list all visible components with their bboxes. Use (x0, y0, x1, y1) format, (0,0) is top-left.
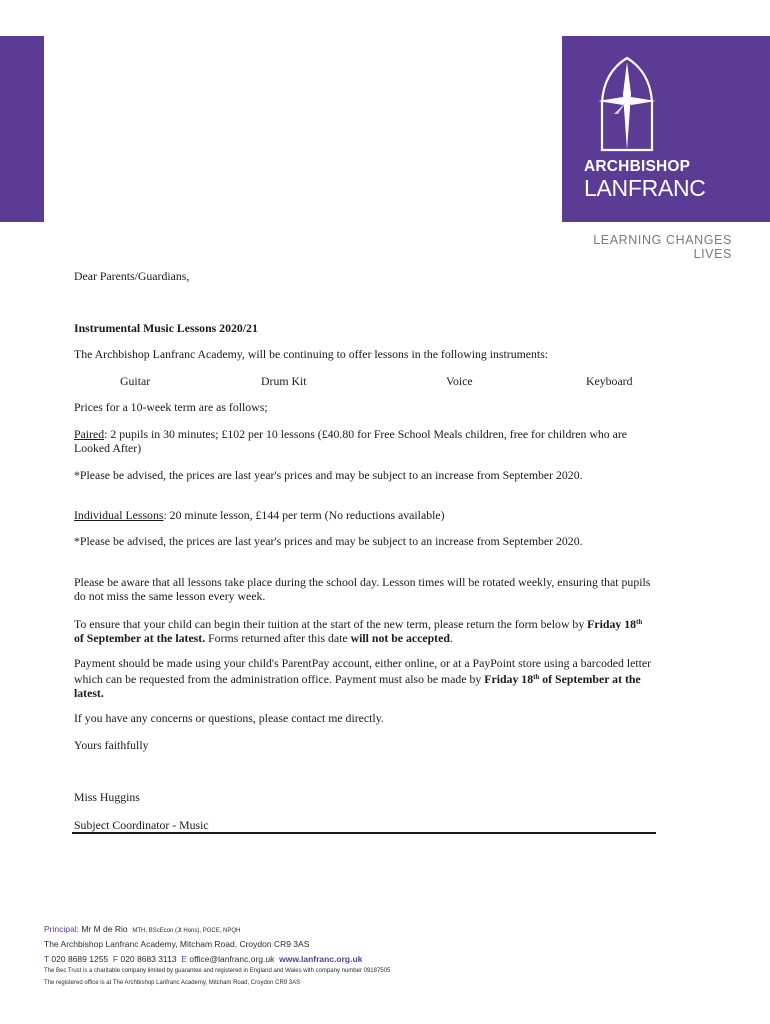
paired-label: Paired (74, 427, 105, 441)
instrument-list (74, 374, 654, 388)
sign-off: Yours faithfully (74, 738, 149, 752)
greeting: Dear Parents/Guardians, (74, 269, 190, 283)
school-logo (562, 36, 770, 222)
phone-label: T (44, 954, 50, 964)
footer-address: The Archbishop Lanfranc Academy, Mitcham Road, Croydon CR9 3AS (44, 939, 310, 949)
fax-label: F (112, 954, 119, 964)
website-link[interactable]: www.lanfranc.org.uk (279, 954, 363, 964)
paired-paragraph (74, 427, 654, 455)
logo-text-archbishop: ARCHBISHOP (584, 158, 691, 175)
form-text: To ensure that your child can begin their tuition at the start of the new term, please return the form below by (74, 617, 588, 631)
payment-deadline-sup: th (533, 673, 540, 681)
form-text-2: Forms returned after this date (205, 631, 351, 645)
concerns-paragraph: If you have any concerns or questions, please contact me directly. (74, 711, 384, 725)
prices-intro: Prices for a 10-week term are as follows; (74, 400, 268, 414)
paired-text: : 2 pupils in 30 minutes; £102 per 10 lessons (£40.80 for Free School Meals children, free for children who are Looked After) (74, 427, 628, 455)
form-text-3: . (449, 631, 453, 645)
individual-paragraph (74, 508, 654, 522)
individual-text: : 20 minute lesson, £144 per term (No reductions available) (163, 508, 445, 522)
principal-label: Principal (44, 924, 77, 934)
instrument-drum-kit: Drum Kit (261, 374, 307, 388)
form-deadline-rest: of September at the latest. (74, 631, 206, 645)
principal-name: : Mr M de Rio (76, 924, 128, 934)
tagline: LEARNING CHANGES LIVES (593, 233, 732, 261)
form-not-accepted: will not be accepted (350, 631, 450, 645)
payment-deadline-rest: of September at the latest. (74, 672, 641, 700)
instrument-guitar: Guitar (120, 374, 151, 388)
form-deadline-day: Friday 18 (587, 617, 636, 631)
email-link[interactable]: office@lanfranc.org.uk (189, 954, 275, 964)
principal-quals: MTH, BScEcon (Jt Hons), PGCE, NPQH (132, 928, 241, 934)
price-advisory-1: *Please be advised, the prices are last year's prices and may be subject to an increase from September 2020. (74, 468, 583, 482)
lesson-times-paragraph: Please be aware that all lessons take place during the school day. Lesson times will be rotated weekly, ensuring that pupils do not miss the same lesson every week. (74, 575, 651, 603)
fax-number: 020 8683 3113 (120, 954, 177, 964)
mitre-star-icon (592, 54, 662, 156)
intro-paragraph: The Archbishop Lanfranc Academy, will be continuing to offer lessons in the following instruments: (74, 347, 549, 361)
payment-deadline-day: Friday 18 (484, 672, 534, 686)
signatory-name: Miss Huggins (74, 790, 140, 804)
form-return-paragraph (74, 615, 654, 645)
footer-trust-note: The Bec Trust is a charitable company limited by guarantee and registered in England and Wales with company number 09187505 (44, 968, 391, 974)
form-deadline-sup: th (636, 618, 643, 626)
payment-text: Payment should be made using your child's ParentPay account, either online, or at a PayPoint store using a barcoded letter which can be requested from the administration office. Payment must also be made by (74, 656, 652, 686)
logo-text-lanfranc: LANFRANC (584, 175, 706, 201)
letter-subject: Instrumental Music Lessons 2020/21 (74, 321, 258, 335)
footer-contact (44, 954, 362, 964)
footer-principal (44, 924, 240, 934)
email-label: E (181, 954, 187, 964)
footer-registered-office: The registered office is at The Archbishop Lanfranc Academy, Mitcham Road, Croydon CR9 3AS (44, 980, 301, 986)
instrument-keyboard: Keyboard (586, 374, 633, 388)
instrument-voice: Voice (446, 374, 473, 388)
divider-line (72, 832, 656, 834)
payment-paragraph (74, 656, 654, 700)
individual-label: Individual Lessons (74, 508, 164, 522)
signatory-role: Subject Coordinator - Music (74, 818, 209, 832)
phone-number: 020 8689 1255 (51, 954, 109, 964)
left-brand-bar (0, 36, 44, 222)
price-advisory-2: *Please be advised, the prices are last year's prices and may be subject to an increase from September 2020. (74, 534, 583, 548)
